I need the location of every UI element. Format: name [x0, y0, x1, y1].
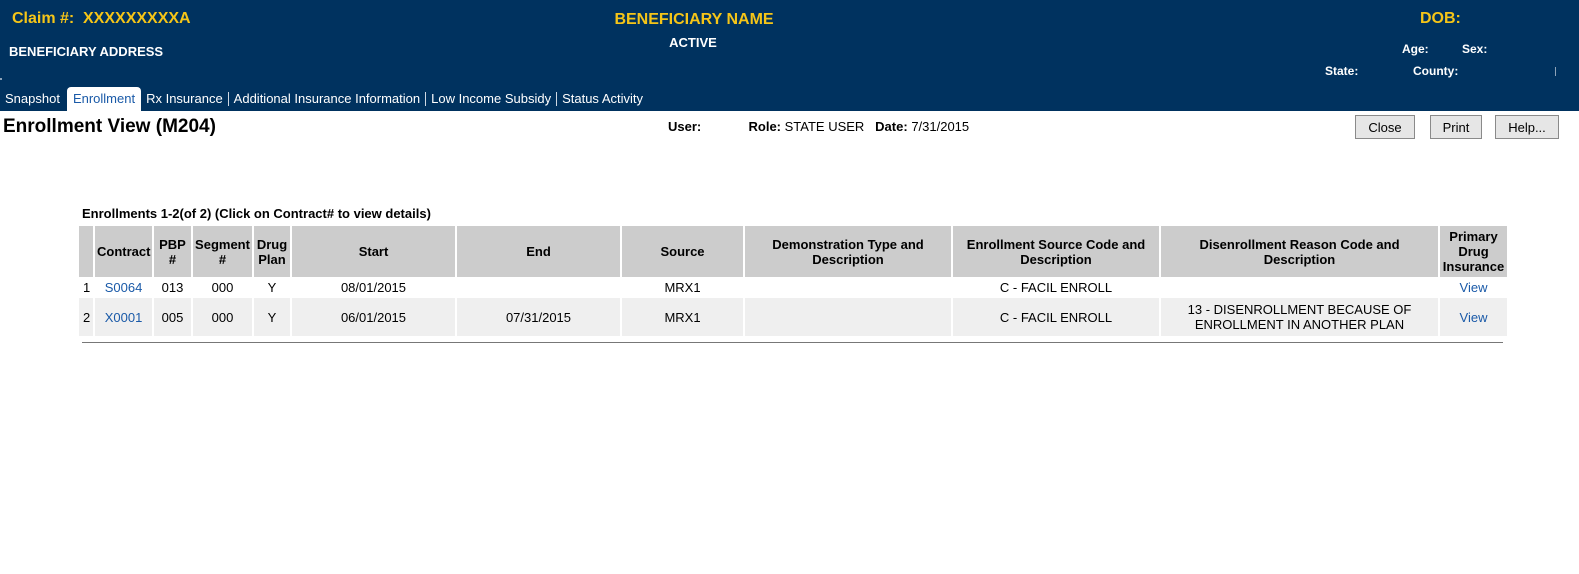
drug-plan-cell: Y: [253, 277, 291, 298]
print-button[interactable]: Print: [1430, 115, 1482, 139]
state-label: State:: [1325, 64, 1359, 78]
column-header: [79, 226, 94, 277]
column-header-segment[interactable]: Segment #: [192, 226, 253, 277]
column-header-enrollment-source[interactable]: Enrollment Source Code and Description: [952, 226, 1160, 277]
view-link[interactable]: View: [1439, 298, 1507, 336]
tab-status-activity[interactable]: Status Activity: [562, 91, 643, 106]
divider: [1555, 67, 1556, 76]
age-label: Age:: [1402, 42, 1429, 56]
date-label: Date:: [875, 119, 908, 134]
table-header-row: [79, 226, 1507, 277]
page-title: Enrollment View (M204): [3, 116, 216, 137]
county-label: County:: [1413, 64, 1459, 78]
beneficiary-address: BENEFICIARY ADDRESS: [9, 44, 164, 59]
beneficiary-name: BENEFICIARY NAME: [614, 11, 774, 28]
column-header-end[interactable]: End: [456, 226, 621, 277]
start-cell: 08/01/2015: [291, 277, 456, 298]
column-header-pbp[interactable]: PBP #: [153, 226, 192, 277]
claim-label: Claim #:: [12, 10, 75, 27]
tab-bar: [0, 88, 648, 111]
dob-label: DOB:: [1420, 10, 1461, 27]
column-header-demonstration[interactable]: Demonstration Type and Description: [744, 226, 952, 277]
column-header-source[interactable]: Source: [621, 226, 744, 277]
table-divider: [82, 342, 1503, 343]
view-link[interactable]: View: [1439, 277, 1507, 298]
disenrollment-reason-cell: 13 - DISENROLLMENT BECAUSE OF ENROLLMENT IN ANOTHER PLAN: [1160, 298, 1439, 336]
end-cell: [456, 277, 621, 298]
disenrollment-reason-cell: [1160, 277, 1439, 298]
table-row: [79, 298, 1507, 336]
role-label: Role:: [748, 119, 781, 134]
column-header-start[interactable]: Start: [291, 226, 456, 277]
help-button[interactable]: Help...: [1495, 115, 1559, 139]
enrollments-table: [79, 226, 1507, 336]
user-label: User:: [668, 119, 702, 134]
demonstration-cell: [744, 277, 952, 298]
tab-snapshot[interactable]: Snapshot: [5, 91, 60, 106]
start-cell: 06/01/2015: [291, 298, 456, 336]
end-cell: 07/31/2015: [456, 298, 621, 336]
column-header-primary-drug-insurance[interactable]: Primary Drug Insurance: [1439, 226, 1507, 277]
role-value: STATE USER: [784, 119, 865, 134]
contract-link[interactable]: S0064: [94, 277, 153, 298]
tab-low-income-subsidy[interactable]: Low Income Subsidy: [431, 91, 552, 106]
row-number: 2: [79, 298, 94, 336]
column-header-contract[interactable]: Contract: [94, 226, 153, 277]
pbp-cell: 005: [153, 298, 192, 336]
sex-label: Sex:: [1462, 42, 1488, 56]
table-caption: Enrollments 1-2(of 2) (Click on Contract# to view details): [82, 206, 431, 221]
contract-link[interactable]: X0001: [94, 298, 153, 336]
pbp-cell: 013: [153, 277, 192, 298]
source-cell: MRX1: [621, 298, 744, 336]
enrollment-source-cell: C - FACIL ENROLL: [952, 298, 1160, 336]
segment-cell: 000: [192, 277, 253, 298]
close-button[interactable]: Close: [1355, 115, 1415, 139]
drug-plan-cell: Y: [253, 298, 291, 336]
tab-rx-insurance[interactable]: Rx Insurance: [146, 91, 223, 106]
beneficiary-status: ACTIVE: [669, 35, 717, 50]
claim-number: XXXXXXXXXA: [83, 10, 191, 27]
table-row: [79, 277, 1507, 298]
source-cell: MRX1: [621, 277, 744, 298]
row-number: 1: [79, 277, 94, 298]
date-value: 7/31/2015: [911, 119, 970, 134]
column-header-disenrollment-reason[interactable]: Disenrollment Reason Code and Description: [1160, 226, 1439, 277]
column-header-drug-plan[interactable]: Drug Plan: [253, 226, 291, 277]
tab-additional-insurance[interactable]: Additional Insurance Information: [233, 91, 421, 106]
divider: [0, 78, 2, 80]
beneficiary-header: [0, 0, 1579, 111]
user-info: [668, 119, 969, 134]
tab-enrollment[interactable]: Enrollment: [67, 87, 141, 111]
segment-cell: 000: [192, 298, 253, 336]
demonstration-cell: [744, 298, 952, 336]
enrollment-source-cell: C - FACIL ENROLL: [952, 277, 1160, 298]
